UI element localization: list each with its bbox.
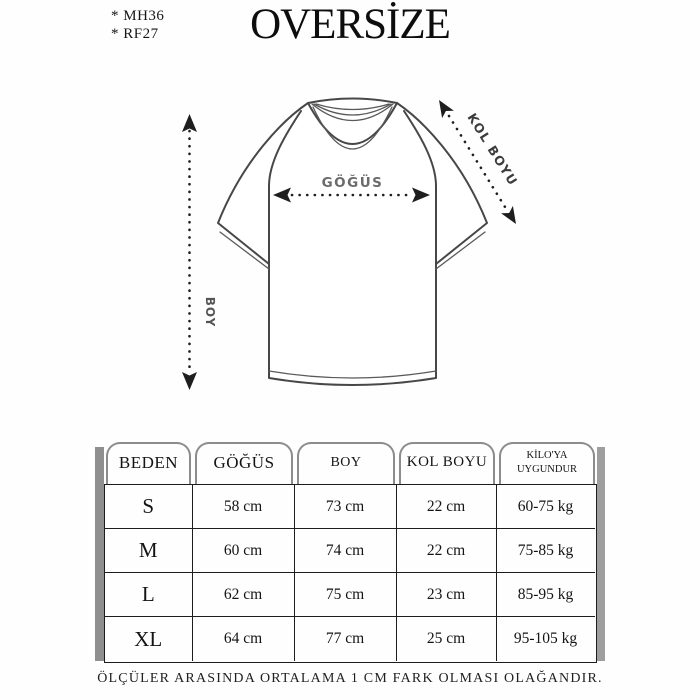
chest-cell: 62 cm [193,573,295,617]
weight-cell: 75-85 kg [497,529,595,573]
tshirt-measurement-diagram [160,85,540,405]
header-label: KOL BOYU [406,454,488,470]
table-body [104,484,597,663]
header-label: BEDEN [118,452,179,472]
sleeve-measure-label: KOL BOYU [464,110,522,189]
sleeve-cell: 22 cm [397,529,497,573]
weight-cell: 85-95 kg [497,573,595,617]
length-cell: 74 cm [295,529,397,573]
header-label: KİLO'YA UYGUNDUR [516,450,578,475]
size-cell: M [105,529,193,573]
chest-measure-label: GÖĞÜS [321,175,384,191]
tolerance-note: ÖLÇÜLER ARASINDA ORTALAMA 1 CM FARK OLMASI OLAĞANDIR. [97,671,603,686]
size-cell: XL [105,617,193,661]
sleeve-cell: 22 cm [397,485,497,529]
size-table [95,441,605,663]
header-label: BOY [330,454,362,470]
product-code-line: * RF27 [111,26,159,42]
length-arrowhead-bottom [182,372,197,390]
chest-cell: 58 cm [193,485,295,529]
header-cell-chest [193,441,295,484]
header-cell-weight [497,441,597,484]
length-cell: 75 cm [295,573,397,617]
header-cell-size [104,441,193,484]
size-cell: S [105,485,193,529]
header-cell-length [295,441,397,484]
length-cell: 77 cm [295,617,397,661]
tshirt-outline [218,99,487,386]
chest-cell: 60 cm [193,529,295,573]
table-right-edge-bar [597,447,605,661]
header-label: GÖĞÜS [213,452,275,472]
length-measure-label: BOY [203,296,217,328]
table-left-edge-bar [95,447,104,661]
chest-cell: 64 cm [193,617,295,661]
sleeve-arrowhead-bottom [501,206,516,224]
length-cell: 73 cm [295,485,397,529]
sleeve-cell: 25 cm [397,617,497,661]
table-header-row [104,441,597,484]
weight-cell: 95-105 kg [513,630,578,647]
size-cell: L [105,573,193,617]
length-arrowhead-top [182,114,197,132]
header-cell-sleeve [397,441,497,484]
page-title: OVERSİZE [250,1,450,48]
product-code-line: * MH36 [111,8,165,24]
sleeve-cell: 23 cm [397,573,497,617]
sleeve-arrowhead-top [439,100,454,118]
weight-cell: 60-75 kg [497,485,595,529]
